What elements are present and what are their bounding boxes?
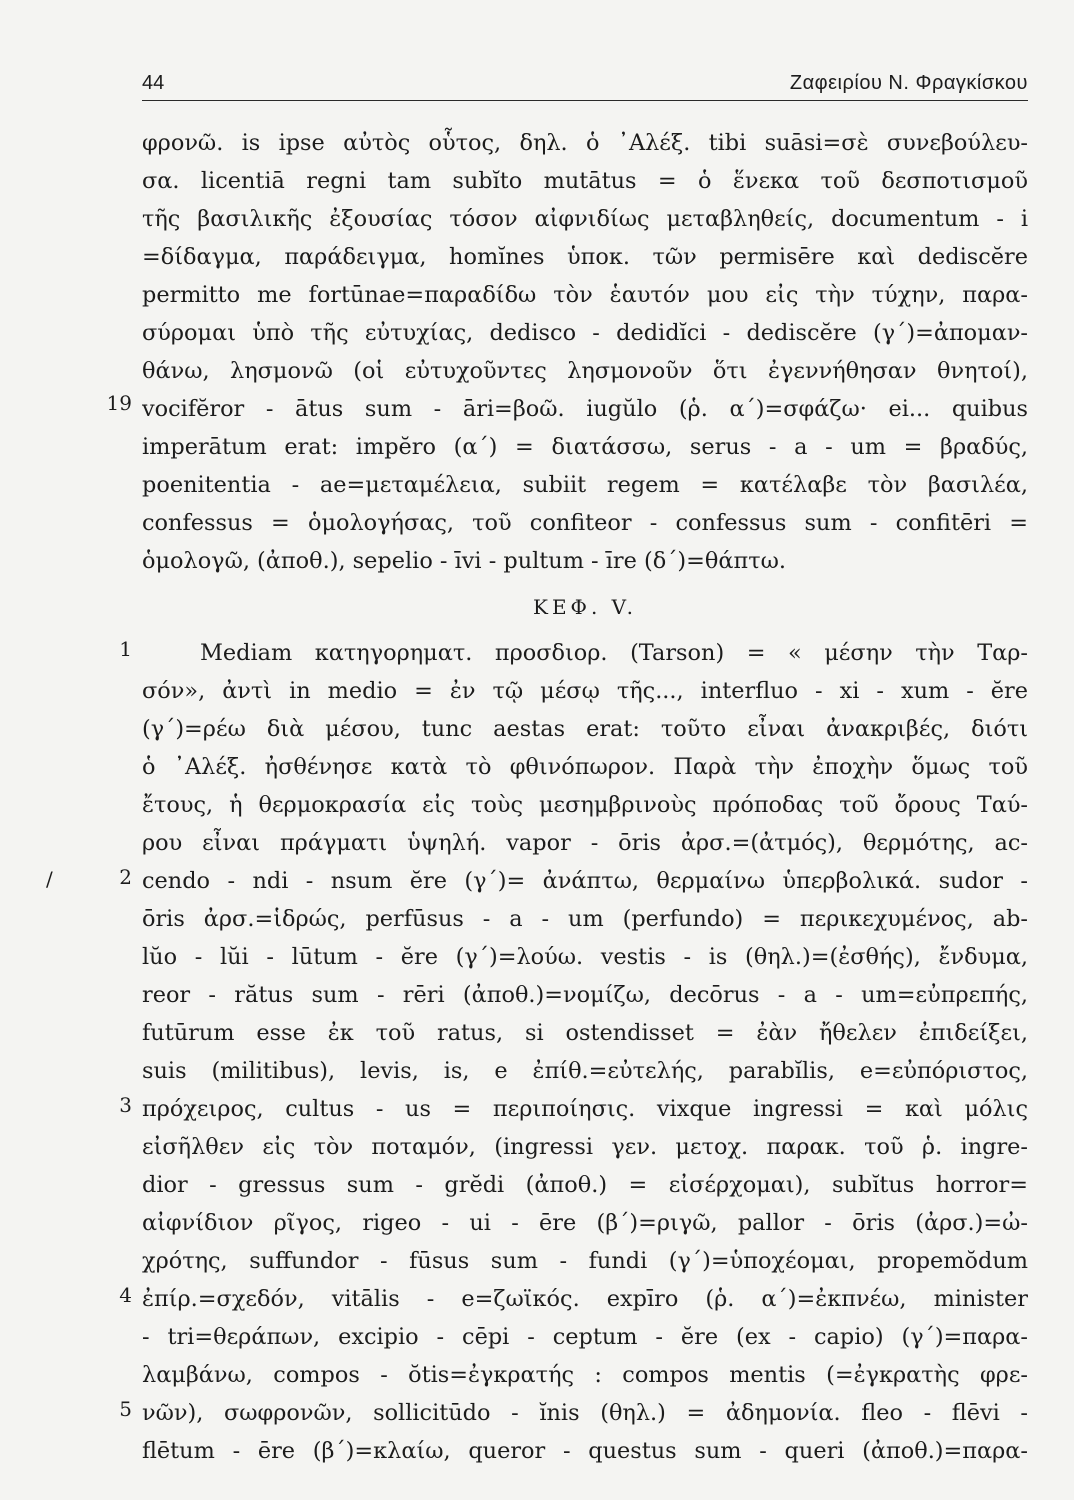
line-number-2: 2 [119,865,132,889]
text-line: χρότης, suffundor - fūsus sum - fundi (γ΄)=ὑποχέομαι, propemŏdum [142,1248,1028,1274]
text-line: νῶν), σωφρονῶν, sollicitūdo - ĭnis (θηλ.) = ἀδημονία. fleo - flēvi - [142,1400,1028,1426]
page-header [142,70,1028,101]
chapter-heading: ΚΕΦ. V. [533,595,637,619]
text-line: εἰσῆλθεν εἰς τὸν ποταμόν, (ingressi γεν. μετοχ. παρακ. τοῦ ῥ. ingre- [142,1134,1028,1160]
text-line: confessus = ὁμολογήσας, τοῦ confiteor - confessus sum - confitēri = [142,510,1028,536]
text-line: suis (militibus), levis, is, e ἐπίθ.=εὐτελής, parabĭlis, e=εὐπόριστος, [142,1058,1028,1084]
text-line: flētum - ēre (β΄)=κλαίω, queror - questus sum - queri (ἀποθ.)=παρα- [142,1438,1028,1464]
text-line: λαμβάνω, compos - ŏtis=ἐγκρατής : compos mentis (=ἐγκρατὴς φρε- [142,1362,1028,1388]
line-number-19: 19 [106,391,132,415]
text-line: θάνω, λησμονῶ (οἱ εὐτυχοῦντες λησμονοῦν ὅτι ἐγεννήθησαν θνητοί), [142,358,1028,384]
text-line: φρονῶ. is ipse αὐτὸς οὗτος, δηλ. ὁ ᾿Αλέξ. tibi suāsi=σὲ συνεβούλευ- [142,130,1028,156]
page-number: 44 [142,72,165,94]
text-line: permitto me fortūnae=παραδίδω τὸν ἑαυτόν μου εἰς τὴν τύχην, παρα- [142,282,1028,308]
text-line: lŭo - lŭi - lūtum - ĕre (γ΄)=λούω. vestis - is (θηλ.)=(ἐσθής), ἔνδυμα, [142,944,1028,970]
text-line: futūrum esse ἐκ τοῦ ratus, si ostendisset = ἐὰν ἤθελεν ἐπιδείξει, [142,1020,1028,1046]
text-line: vocifĕror - ātus sum - āri=βοῶ. iugŭlo (ῥ. α΄)=σφάζω· ei... quibus [142,396,1028,422]
text-line: αἰφνίδιον ρῖγος, rigeo - ui - ēre (β΄)=ριγῶ, pallor - ōris (ἀρσ.)=ὠ- [142,1210,1028,1236]
text-line: ōris ἀρσ.=ἱδρώς, perfūsus - a - um (perfundo) = περικεχυμένος, ab- [142,906,1028,932]
text-line: =δίδαγμα, παράδειγμα, homĭnes ὑποκ. τῶν permisēre καὶ dediscĕre [142,244,1028,270]
text-line: ρου εἶναι πράγματι ὑψηλή. vapor - ōris ἀρσ.=(ἀτμός), θερμότης, ac- [142,830,1028,856]
text-line: - tri=θεράπων, excipio - cēpi - ceptum - ĕre (ex - capio) (γ΄)=παρα- [142,1324,1028,1350]
text-line: ὁ ᾿Αλέξ. ἠσθένησε κατὰ τὸ φθινόπωρον. Παρὰ τὴν ἐποχὴν ὅμως τοῦ [142,754,1028,780]
text-line: reor - rătus sum - rēri (ἀποθ.)=νομίζω, decōrus - a - um=εὐπρεπής, [142,982,1028,1008]
line-number-1: 1 [119,637,132,661]
text-line: Mediam κατηγορηματ. προσδιορ. (Tarson) = « μέσην τὴν Ταρ- [200,640,1028,666]
text-line: τῆς βασιλικῆς ἐξουσίας τόσον αἰφνιδίως μεταβληθείς, documentum - i [142,206,1028,232]
text-line: πρόχειρος, cultus - us = περιποίησις. vixque ingressi = καὶ μόλις [142,1096,1028,1122]
line-number-3: 3 [119,1093,132,1117]
text-line: ἔτους, ἡ θερμοκρασία εἰς τοὺς μεσημβρινοὺς πρόποδας τοῦ ὄρους Ταύ- [142,792,1028,818]
text-line: ἐπίρ.=σχεδόν, vitālis - e=ζωϊκός. expīro (ῥ. α΄)=ἐκπνέω, minister [142,1286,1028,1312]
text-line: ὁμολογῶ, (ἀποθ.), sepelio - īvi - pultum - īre (δ΄)=θάπτω. [142,548,786,574]
running-head: Ζαφειρίου Ν. Φραγκίσκου [789,72,1028,94]
text-line: cendo - ndi - nsum ĕre (γ΄)= ἀνάπτω, θερμαίνω ὑπερβολικά. sudor - [142,868,1028,894]
text-line: poenitentia - ae=μεταμέλεια, subiit regem = κατέλαβε τὸν βασιλέα, [142,472,1028,498]
text-line: σόν», ἀντὶ in medio = ἐν τῷ μέσῳ τῆς..., interfluo - xi - xum - ĕre [142,678,1028,704]
text-line: σα. licentiā regni tam subĭto mutātus = ὁ ἕνεκα τοῦ δεσποτισμοῦ [142,168,1028,194]
margin-mark: / [46,867,53,891]
text-line: σύρομαι ὑπὸ τῆς εὐτυχίας, dedisco - dedidĭci - dediscĕre (γ΄)=ἀπομαν- [142,320,1028,346]
text-line: (γ΄)=ρέω διὰ μέσου, tunc aestas erat: τοῦτο εἶναι ἀνακριβές, διότι [142,716,1028,742]
line-number-5: 5 [119,1397,132,1421]
text-line: dior - gressus sum - grĕdi (ἀποθ.) = εἰσέρχομαι), subĭtus horror= [142,1172,1028,1198]
text-line: imperātum erat: impĕro (α΄) = διατάσσω, serus - a - um = βραδύς, [142,434,1028,460]
line-number-4: 4 [119,1283,132,1307]
